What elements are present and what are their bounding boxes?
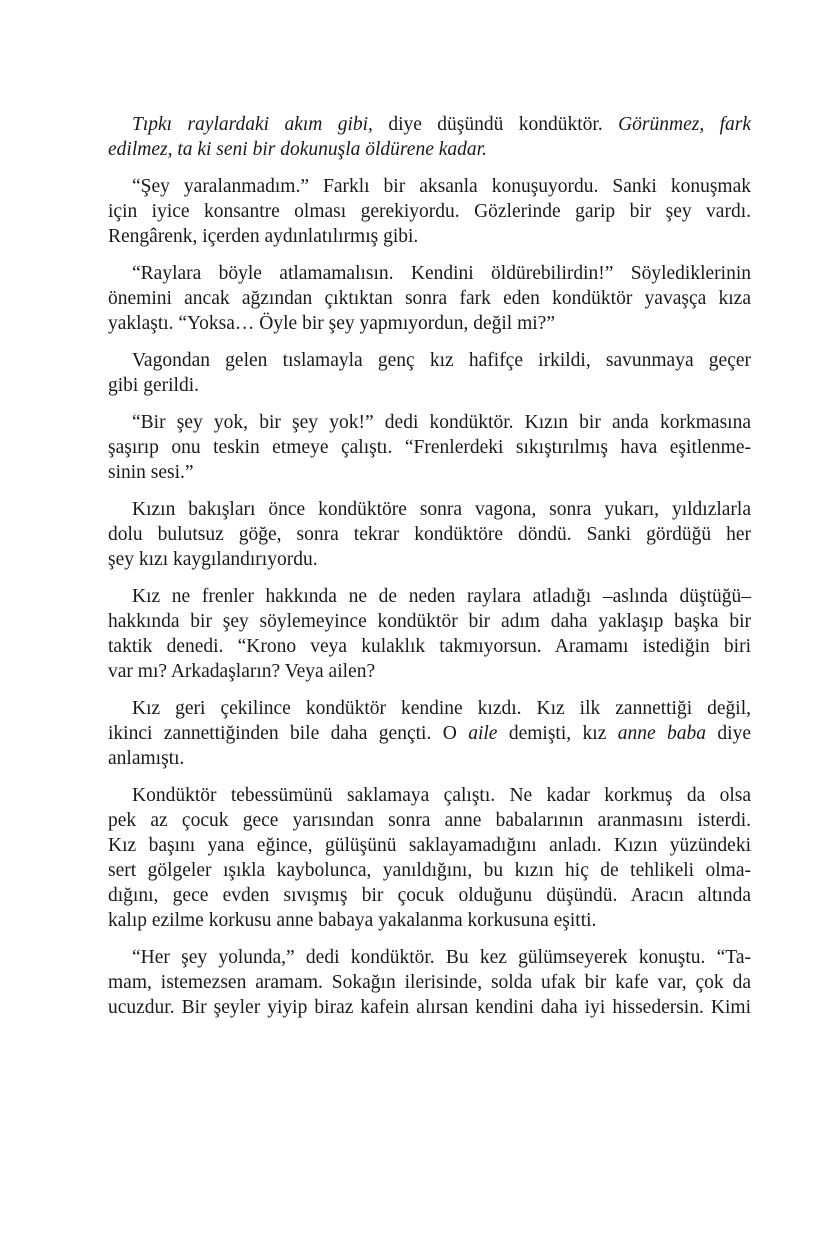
text-run: dolu bulutsuz göğe, sonra tekrar kondüktöre döndü. Sanki gördüğü her bbox=[108, 524, 751, 545]
text-run: “Her şey yolunda,” dedi kondüktör. Bu kez gülümseyerek konuştu. “Ta- bbox=[132, 947, 751, 968]
text-run: mam, istemezsen aramam. Sokağın ilerisinde, solda ufak bir kafe var, çok da bbox=[108, 972, 751, 993]
text-line bbox=[108, 908, 751, 933]
text-line bbox=[108, 522, 751, 547]
text-line bbox=[108, 373, 751, 398]
text-run: Rengârenk, içerden aydınlatılırmış gibi. bbox=[108, 226, 419, 247]
text-line bbox=[108, 286, 751, 311]
text-run: var mı? Arkadaşların? Veya ailen? bbox=[108, 661, 376, 682]
text-run: “Bir şey yok, bir şey yok!” dedi kondüktör. Kızın bir anda korkmasına bbox=[132, 412, 751, 433]
text-run: ikinci zannettiğinden bile daha gençti. O bbox=[108, 723, 469, 744]
text-run: anlamıştı. bbox=[108, 748, 185, 769]
paragraph bbox=[108, 410, 751, 485]
text-line bbox=[108, 174, 751, 199]
text-line bbox=[108, 634, 751, 659]
text-run: önemini ancak ağzından çıktıktan sonra fark eden kondüktör yavaşça kıza bbox=[108, 288, 751, 309]
text-run: Kız ne frenler hakkında ne de neden raylara atladığı –aslında düştüğü– bbox=[132, 586, 751, 607]
text-run: demişti, kız bbox=[497, 723, 618, 744]
text-line bbox=[108, 858, 751, 883]
text-run: sinin sesi.” bbox=[108, 462, 194, 483]
text-line bbox=[108, 609, 751, 634]
text-line bbox=[108, 547, 751, 572]
text-run: Vagondan gelen tıslamayla genç kız hafifçe irkildi, savunmaya geçer bbox=[132, 350, 751, 371]
text-line bbox=[108, 970, 751, 995]
text-run: “Şey yaralanmadım.” Farklı bir aksanla konuşuyordu. Sanki konuşmak bbox=[132, 176, 751, 197]
paragraph bbox=[108, 584, 751, 684]
text-run: Kız başını yana eğince, gülüşünü saklayamadığını anladı. Kızın yüzündeki bbox=[108, 835, 751, 856]
paragraph bbox=[108, 945, 751, 1020]
text-run: diye bbox=[706, 723, 751, 744]
text-line bbox=[108, 696, 751, 721]
text-run: Kızın bakışları önce kondüktöre sonra vagona, sonra yukarı, yıldızlarla bbox=[132, 499, 751, 520]
text-line bbox=[108, 410, 751, 435]
paragraph bbox=[108, 348, 751, 398]
text-line bbox=[108, 261, 751, 286]
text-line bbox=[108, 137, 751, 162]
text-line bbox=[108, 746, 751, 771]
paragraph bbox=[108, 112, 751, 162]
text-run: hakkında bir şey söylemeyince kondüktör bir adım daha yaklaşıp başka bir bbox=[108, 611, 751, 632]
text-line bbox=[108, 721, 751, 746]
text-run: şey kızı kaygılandırıyordu. bbox=[108, 549, 318, 570]
text-line bbox=[108, 833, 751, 858]
text-run: sert gölgeler ışıkla kaybolunca, yanıldığını, bu kızın hiç de tehlikeli olma- bbox=[108, 860, 751, 881]
italic-text: aile bbox=[468, 723, 498, 744]
text-line bbox=[108, 435, 751, 460]
italic-text: Tıpkı raylardaki akım gibi, bbox=[132, 114, 373, 135]
text-run: Kondüktör tebessümünü saklamaya çalıştı. Ne kadar korkmuş da olsa bbox=[132, 785, 751, 806]
text-run: “Raylara böyle atlamamalısın. Kendini öldürebilirdin!” Söylediklerinin bbox=[132, 263, 751, 284]
text-line bbox=[108, 783, 751, 808]
text-line bbox=[108, 460, 751, 485]
text-line bbox=[108, 883, 751, 908]
paragraph bbox=[108, 261, 751, 336]
text-run: diye düşündü kondüktör. bbox=[372, 114, 619, 135]
paragraph bbox=[108, 783, 751, 933]
text-run: Kız geri çekilince kondüktör kendine kızdı. Kız ilk zannettiği değil, bbox=[132, 698, 751, 719]
italic-text: edilmez, ta ki seni bir dokunuşla öldürene kadar. bbox=[108, 139, 487, 160]
italic-text: Görünmez, fark bbox=[618, 114, 751, 135]
text-run: şaşırıp onu teskin etmeye çalıştı. “Frenlerdeki sıkıştırılmış hava eşitlenme- bbox=[108, 437, 751, 458]
text-run: dığını, gece evden sıvışmış bir çocuk olduğunu düşündü. Aracın altında bbox=[108, 885, 751, 906]
text-line bbox=[108, 348, 751, 373]
text-line bbox=[108, 808, 751, 833]
paragraph bbox=[108, 696, 751, 771]
text-line bbox=[108, 659, 751, 684]
text-line bbox=[108, 995, 751, 1020]
text-line bbox=[108, 199, 751, 224]
italic-text: anne baba bbox=[617, 723, 707, 744]
paragraph bbox=[108, 174, 751, 249]
paragraph bbox=[108, 497, 751, 572]
text-run: kalıp ezilme korkusu anne babaya yakalanma korkusuna eşitti. bbox=[108, 910, 597, 931]
text-line bbox=[108, 584, 751, 609]
text-line bbox=[108, 497, 751, 522]
text-run: taktik denedi. “Krono veya kulaklık takmıyorsun. Aramamı istediğin biri bbox=[108, 636, 751, 657]
text-line bbox=[108, 945, 751, 970]
text-line bbox=[108, 224, 751, 249]
text-run: için iyice konsantre olması gerekiyordu. Gözlerinde garip bir şey vardı. bbox=[108, 201, 751, 222]
text-run: yaklaştı. “Yoksa… Öyle bir şey yapmıyordun, değil mi?” bbox=[108, 313, 555, 334]
text-run: ucuzdur. Bir şeyler yiyip biraz kafein alırsan kendini daha iyi hissedersin. Kimi bbox=[108, 997, 751, 1018]
text-run: pek az çocuk gece yarısından sonra anne babalarının aranmasını isterdi. bbox=[108, 810, 751, 831]
text-run: gibi gerildi. bbox=[108, 375, 199, 396]
book-page bbox=[108, 112, 751, 1032]
text-line bbox=[108, 311, 751, 336]
text-line bbox=[108, 112, 751, 137]
